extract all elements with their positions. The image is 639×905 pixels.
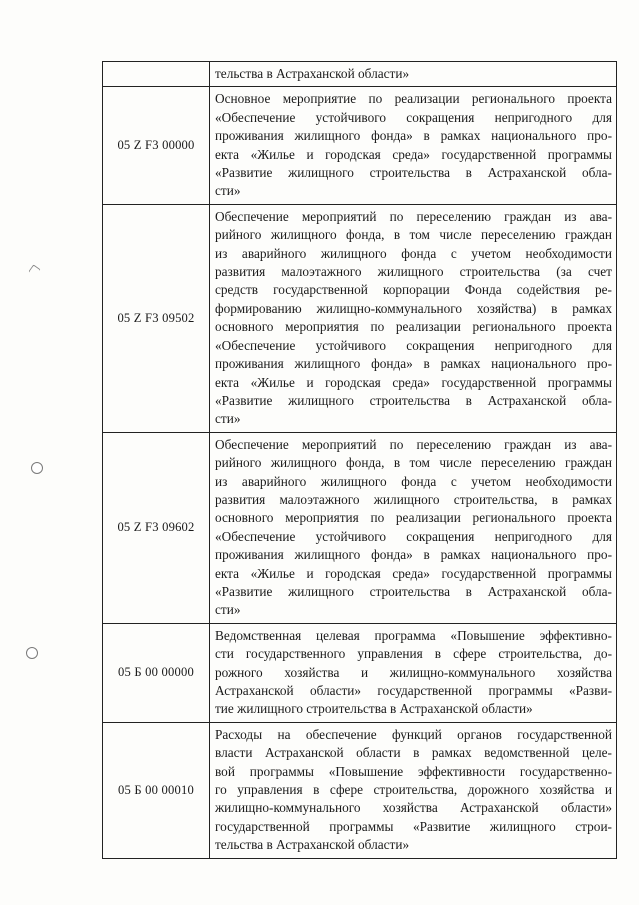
description-line: Обеспечение мероприятий по переселению граждан из ава-	[215, 436, 612, 452]
description-line: сти»	[215, 602, 241, 618]
description-line: сти государственного управления в сфере строительства, до-	[215, 646, 612, 662]
article-description	[210, 722, 617, 858]
article-description	[210, 87, 617, 204]
description-line: Астраханской области» государственной программы «Разви-	[215, 683, 612, 698]
description-line: сти»	[215, 411, 241, 427]
description-line: «Обеспечение устойчивого сокращения непригодного для	[215, 528, 612, 544]
table-row	[103, 722, 617, 858]
description-line: тельства в Астраханской области»	[215, 66, 410, 81]
punch-hole-lower	[26, 647, 38, 659]
description-line: рийного жилищного фонда, в том числе переселению граждан	[215, 227, 612, 243]
description-line: Расходы на обеспечение функций органов государственной	[215, 726, 612, 742]
description-line: из аварийного жилищного фонда с учетом необходимости	[215, 245, 612, 261]
description-line: «Развитие жилищного строительства в Астраханской обла-	[215, 583, 612, 599]
description-line: тие жилищного строительства в Астраханской области»	[215, 701, 533, 717]
target-article-code	[103, 62, 210, 87]
description-line: проживания жилищного фонда» в рамках национального про-	[215, 128, 612, 144]
description-line: власти Астраханской области в рамках ведомственной целе-	[215, 745, 612, 761]
description-line: проживания жилищного фонда» в рамках национального про-	[215, 547, 612, 563]
description-line: средств государственной корпорации Фонда содействия ре-	[215, 282, 612, 298]
description-line: формированию жилищно-коммунального хозяйства) в рамках	[215, 300, 612, 316]
target-article-code: 05 Z F3 09502	[103, 204, 210, 432]
description-line: жилищно-коммунального хозяйства Астраханской области»	[215, 800, 612, 816]
description-line: Основное мероприятие по реализации регионального проекта	[215, 91, 612, 107]
description-line: сти»	[215, 183, 241, 199]
target-article-code: 05 Z F3 09602	[103, 432, 210, 623]
description-line: «Развитие жилищного строительства в Астраханской обла-	[215, 392, 612, 408]
description-line: екта «Жилье и городская среда» государственной программы	[215, 565, 612, 581]
description-line: развития малоэтажного жилищного строительства (за счет	[215, 264, 612, 280]
table-row	[103, 432, 617, 623]
article-description	[210, 623, 617, 722]
description-line: основного мероприятия по реализации регионального проекта	[215, 319, 612, 335]
description-line: «Развитие жилищного строительства в Астраханской обла-	[215, 165, 612, 181]
margin-pen-mark	[28, 264, 41, 277]
description-line: рожного хозяйства и жилищно-коммунального хозяйства	[215, 664, 612, 680]
table-row	[103, 623, 617, 722]
table-row	[103, 87, 617, 204]
article-description	[210, 204, 617, 432]
description-line: го управления в сфере строительства, дорожного хозяйства и	[215, 782, 612, 798]
description-line: рийного жилищного фонда, в том числе переселению граждан	[215, 455, 612, 471]
target-article-code: 05 Z F3 00000	[103, 87, 210, 204]
target-article-code: 05 Б 00 00010	[103, 722, 210, 858]
punch-hole-upper	[31, 462, 43, 474]
description-line: екта «Жилье и городская среда» государственной программы	[215, 374, 612, 390]
description-line: «Обеспечение устойчивого сокращения непригодного для	[215, 337, 612, 353]
target-article-code: 05 Б 00 00000	[103, 623, 210, 722]
description-line: государственной программы «Развитие жилищного строи-	[215, 818, 612, 834]
budget-classification-table	[102, 61, 617, 859]
table-row	[103, 62, 617, 87]
description-line: проживания жилищного фонда» в рамках национального про-	[215, 356, 612, 372]
description-line: вой программы «Повышение эффективности государственно-	[215, 763, 612, 779]
description-line: екта «Жилье и городская среда» государственной программы	[215, 146, 612, 162]
description-line: «Обеспечение устойчивого сокращения непригодного для	[215, 109, 612, 125]
description-line: основного мероприятия по реализации регионального проекта	[215, 510, 612, 526]
description-line: тельства в Астраханской области»	[215, 837, 410, 853]
article-description	[210, 62, 617, 87]
table-row	[103, 204, 617, 432]
description-line: развития малоэтажного жилищного строительства, в рамках	[215, 491, 612, 507]
article-description	[210, 432, 617, 623]
description-line: Ведомственная целевая программа «Повышение эффективно-	[215, 627, 612, 643]
description-line: из аварийного жилищного фонда с учетом необходимости	[215, 473, 612, 489]
description-line: Обеспечение мероприятий по переселению граждан из ава-	[215, 208, 612, 224]
